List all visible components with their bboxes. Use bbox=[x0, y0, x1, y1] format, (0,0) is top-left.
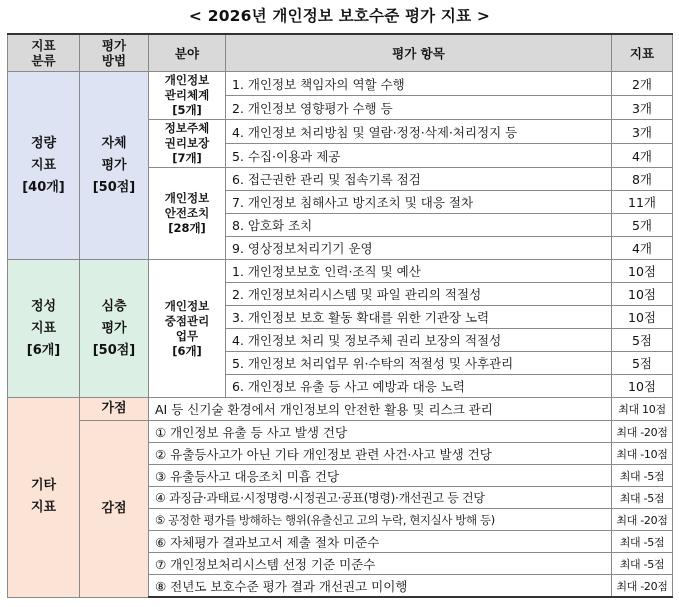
method-qual: 심층 평가 [50점] bbox=[80, 260, 149, 398]
item-indicator: 2개 bbox=[612, 72, 673, 96]
category-quant: 정량 지표 [40개] bbox=[8, 72, 80, 260]
method-penalty: 감점 bbox=[80, 421, 149, 598]
area-management: 개인정보 관리체계 [5개] bbox=[149, 72, 226, 120]
page-title: < 2026년 개인정보 보호수준 평가 지표 > bbox=[188, 7, 491, 25]
header-area: 분야 bbox=[149, 34, 226, 72]
penalty-indicator: 최대 -5점 bbox=[612, 487, 673, 509]
item-indicator: 4개 bbox=[612, 237, 673, 260]
header-category: 지표 분류 bbox=[8, 34, 80, 72]
penalty-text: ③ 유출등사고 대응조치 미흡 건당 bbox=[149, 465, 612, 487]
item-indicator: 10점 bbox=[612, 283, 673, 306]
item-text: 5. 개인정보 처리업무 위·수탁의 적절성 및 사후관리 bbox=[226, 352, 612, 375]
table-row bbox=[8, 421, 673, 443]
penalty-text: ⑤ 공정한 평가를 방해하는 행위(유출신고 고의 누락, 현지실사 방해 등) bbox=[149, 509, 612, 531]
item-text: 7. 개인정보 침해사고 방지조치 및 대응 절차 bbox=[226, 191, 612, 214]
method-bonus: 가점 bbox=[80, 398, 149, 421]
item-text: 2. 개인정보처리시스템 및 파일 관리의 적절성 bbox=[226, 283, 612, 306]
item-text: 5. 수집·이용과 제공 bbox=[226, 144, 612, 168]
item-indicator: 8개 bbox=[612, 168, 673, 191]
item-text: 9. 영상정보처리기기 운영 bbox=[226, 237, 612, 260]
category-etc: 기타 지표 bbox=[8, 398, 80, 598]
penalty-text: ① 개인정보 유출 등 사고 발생 건당 bbox=[149, 421, 612, 443]
item-indicator: 5점 bbox=[612, 329, 673, 352]
penalty-indicator: 최대 -20점 bbox=[612, 575, 673, 598]
penalty-indicator: 최대 -20점 bbox=[612, 509, 673, 531]
penalty-text: ⑥ 자체평가 결과보고서 제출 절차 미준수 bbox=[149, 531, 612, 553]
evaluation-table bbox=[7, 33, 673, 598]
area-safety: 개인정보 안전조치 [28개] bbox=[149, 168, 226, 260]
item-indicator: 3개 bbox=[612, 120, 673, 144]
method-quant: 자체 평가 [50점] bbox=[80, 72, 149, 260]
item-indicator: 4개 bbox=[612, 144, 673, 168]
item-text: 1. 개인정보보호 인력·조직 및 예산 bbox=[226, 260, 612, 283]
penalty-indicator: 최대 -5점 bbox=[612, 531, 673, 553]
penalty-indicator: 최대 -20점 bbox=[612, 421, 673, 443]
bonus-indicator: 최대 10점 bbox=[612, 398, 673, 421]
header-method: 평가 방법 bbox=[80, 34, 149, 72]
item-indicator: 10점 bbox=[612, 306, 673, 329]
item-text: 2. 개인정보 영향평가 수행 등 bbox=[226, 96, 612, 120]
header-items: 평가 항목 bbox=[226, 34, 612, 72]
bonus-text: AI 등 신기술 환경에서 개인정보의 안전한 활용 및 리스크 관리 bbox=[149, 398, 612, 421]
item-indicator: 5개 bbox=[612, 214, 673, 237]
item-text: 4. 개인정보 처리 및 정보주체 권리 보장의 적절성 bbox=[226, 329, 612, 352]
penalty-indicator: 최대 -10점 bbox=[612, 443, 673, 465]
table-row bbox=[8, 72, 673, 96]
item-indicator: 3개 bbox=[612, 96, 673, 120]
item-indicator: 11개 bbox=[612, 191, 673, 214]
item-text: 6. 개인정보 유출 등 사고 예방과 대응 노력 bbox=[226, 375, 612, 398]
item-text: 3. 개인정보 보호 활동 확대를 위한 기관장 노력 bbox=[226, 306, 612, 329]
area-rights: 정보주체 권리보장 [7개] bbox=[149, 120, 226, 168]
item-indicator: 10점 bbox=[612, 375, 673, 398]
header-row bbox=[8, 34, 673, 72]
area-focus: 개인정보 중점관리 업무 [6개] bbox=[149, 260, 226, 398]
penalty-text: ② 유출등사고가 아닌 기타 개인정보 관련 사건·사고 발생 건당 bbox=[149, 443, 612, 465]
table-row bbox=[8, 260, 673, 283]
penalty-text: ⑧ 전년도 보호수준 평가 결과 개선권고 미이행 bbox=[149, 575, 612, 598]
item-indicator: 5점 bbox=[612, 352, 673, 375]
penalty-indicator: 최대 -5점 bbox=[612, 553, 673, 575]
penalty-text: ⑦ 개인정보처리시스템 선정 기준 미준수 bbox=[149, 553, 612, 575]
category-qual: 정성 지표 [6개] bbox=[8, 260, 80, 398]
penalty-indicator: 최대 -5점 bbox=[612, 465, 673, 487]
penalty-text: ④ 과징금·과태료·시정명령·시정권고·공표(명령)·개선권고 등 건당 bbox=[149, 487, 612, 509]
item-text: 4. 개인정보 처리방침 및 열람·정정·삭제·처리정지 등 bbox=[226, 120, 612, 144]
item-indicator: 10점 bbox=[612, 260, 673, 283]
item-text: 6. 접근권한 관리 및 접속기록 점검 bbox=[226, 168, 612, 191]
header-indicator: 지표 bbox=[612, 34, 673, 72]
item-text: 8. 암호화 조치 bbox=[226, 214, 612, 237]
item-text: 1. 개인정보 책임자의 역할 수행 bbox=[226, 72, 612, 96]
table-row bbox=[8, 398, 673, 421]
